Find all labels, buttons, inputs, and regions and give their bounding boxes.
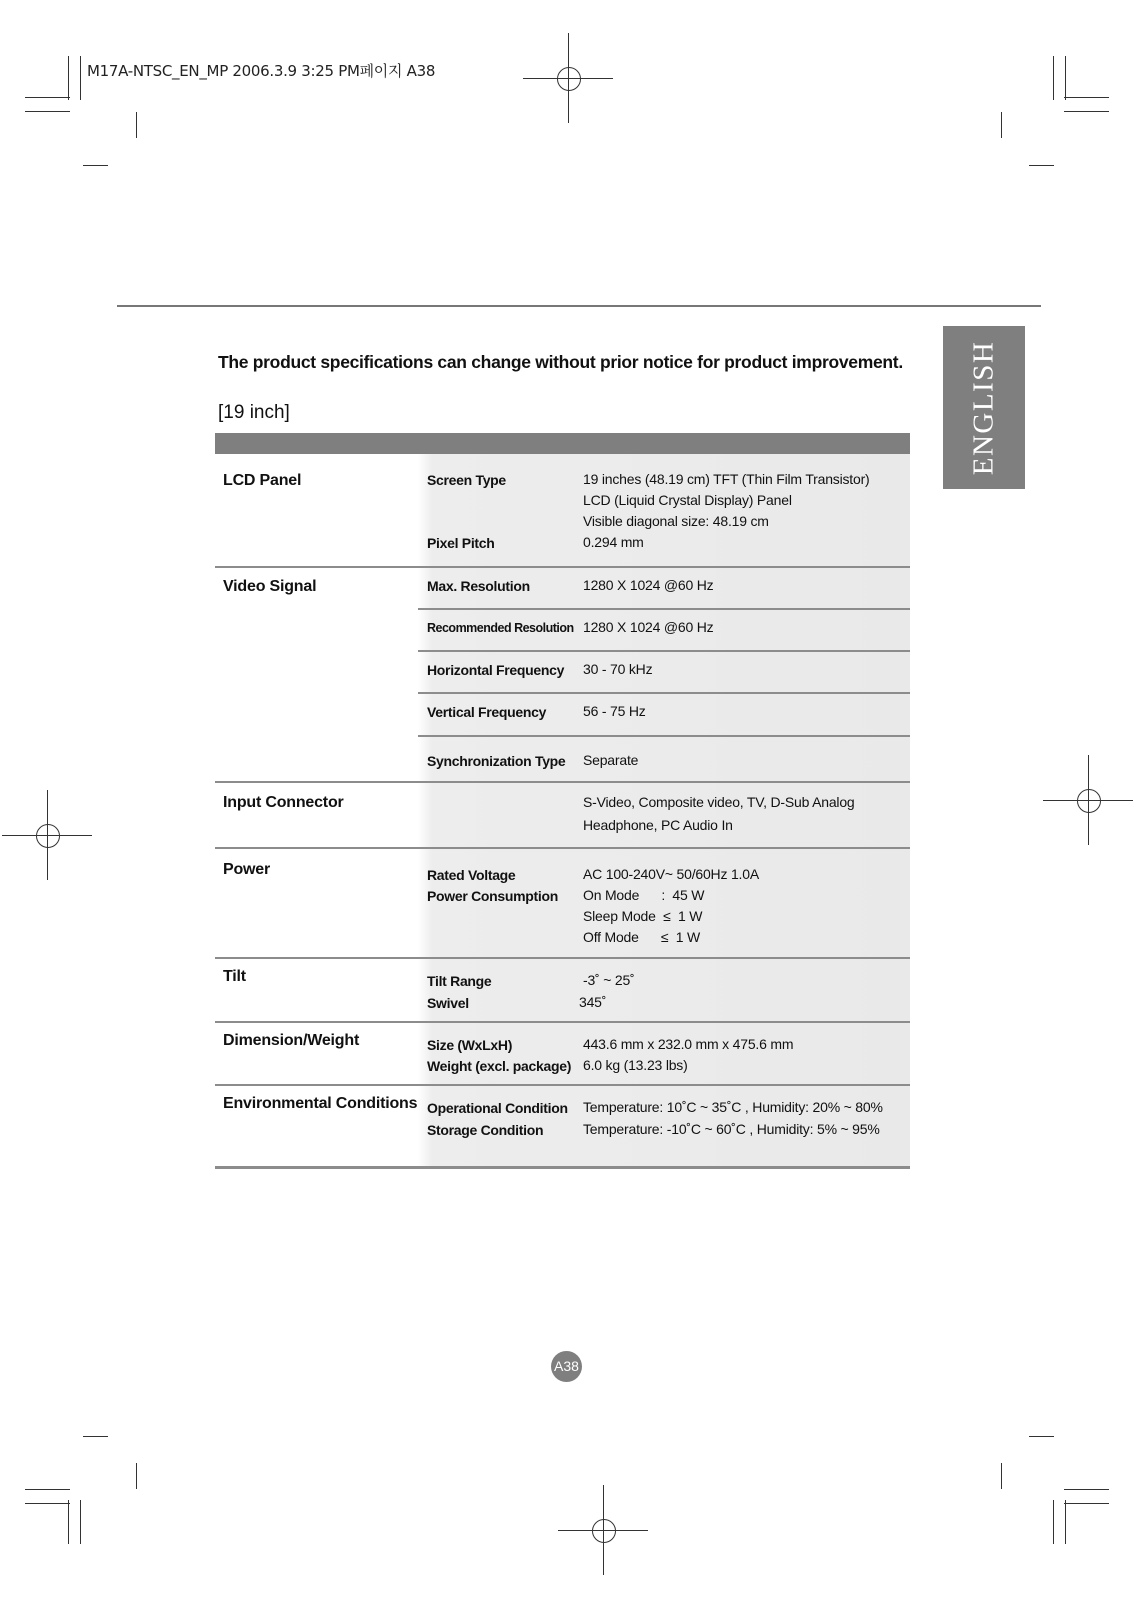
label-storage-condition: Storage Condition	[427, 1122, 544, 1138]
row-divider	[215, 1021, 910, 1023]
value-screen-type-1: 19 inches (48.19 cm) TFT (Thin Film Transistor)	[583, 471, 870, 487]
row-divider	[215, 847, 910, 849]
label-weight: Weight (excl. package)	[427, 1058, 572, 1074]
registration-mark-bottom	[558, 1485, 648, 1575]
value-input-connector-1: S-Video, Composite video, TV, D-Sub Analog	[583, 794, 855, 810]
category-environmental-conditions: Environmental Conditions	[223, 1095, 418, 1112]
value-synchronization-type: Separate	[583, 752, 639, 768]
value-on-mode: On Mode : 45 W	[583, 887, 705, 903]
value-screen-type-2: LCD (Liquid Crystal Display) Panel	[583, 492, 792, 508]
row-divider	[215, 566, 910, 568]
value-recommended-resolution: 1280 X 1024 @60 Hz	[583, 619, 714, 635]
label-recommended-resolution: Recommended Resolution	[427, 621, 574, 635]
value-horizontal-frequency: 30 - 70 kHz	[583, 661, 653, 677]
value-storage-condition: Temperature: -10˚C ~ 60˚C , Humidity: 5% ~ 95%	[583, 1121, 880, 1137]
registration-mark-left	[2, 790, 92, 880]
value-size: 443.6 mm x 232.0 mm x 475.6 mm	[583, 1036, 794, 1052]
value-input-connector-2: Headphone, PC Audio In	[583, 817, 733, 833]
value-swivel: 345˚	[579, 994, 607, 1010]
value-sleep-mode: Sleep Mode ≤ 1 W	[583, 908, 703, 924]
value-vertical-frequency: 56 - 75 Hz	[583, 703, 646, 719]
table-bottom-rule	[215, 1166, 910, 1169]
row-divider	[418, 692, 910, 694]
row-divider	[418, 650, 910, 652]
label-power-consumption: Power Consumption	[427, 888, 559, 904]
registration-mark-top	[523, 33, 613, 123]
row-divider	[215, 1084, 910, 1086]
category-lcd-panel: LCD Panel	[223, 472, 302, 489]
category-tilt: Tilt	[223, 968, 246, 985]
top-rule	[117, 305, 1041, 307]
label-screen-type: Screen Type	[427, 472, 506, 488]
row-divider	[215, 957, 910, 959]
language-tab	[943, 326, 1025, 489]
row-divider	[418, 608, 910, 610]
value-off-mode: Off Mode ≤ 1 W	[583, 929, 701, 945]
label-operational-condition: Operational Condition	[427, 1100, 568, 1116]
model-size-heading: [19 inch]	[218, 402, 290, 423]
label-vertical-frequency: Vertical Frequency	[427, 704, 547, 720]
page-number-badge: A38	[551, 1351, 582, 1382]
value-rated-voltage: AC 100-240V~ 50/60Hz 1.0A	[583, 866, 759, 882]
label-swivel: Swivel	[427, 995, 469, 1011]
value-max-resolution: 1280 X 1024 @60 Hz	[583, 577, 714, 593]
print-slug: M17A-NTSC_EN_MP 2006.3.9 3:25 PM페이지 A38	[87, 62, 436, 80]
value-weight: 6.0 kg (13.23 lbs)	[583, 1057, 688, 1073]
category-video-signal: Video Signal	[223, 578, 317, 595]
spec-notice: The product specifications can change without prior notice for product improvement.	[218, 352, 903, 372]
label-synchronization-type: Synchronization Type	[427, 753, 566, 769]
value-operational-condition: Temperature: 10˚C ~ 35˚C , Humidity: 20% ~ 80%	[583, 1099, 883, 1115]
label-pixel-pitch: Pixel Pitch	[427, 535, 495, 551]
label-tilt-range: Tilt Range	[427, 973, 492, 989]
category-dimension-weight: Dimension/Weight	[223, 1032, 360, 1049]
table-header-bar	[215, 433, 910, 454]
language-tab-label: ENGLISH	[967, 340, 1000, 476]
label-horizontal-frequency: Horizontal Frequency	[427, 662, 565, 678]
registration-mark-right	[1043, 755, 1133, 845]
spec-table	[215, 433, 910, 1169]
category-power: Power	[223, 861, 271, 878]
value-pixel-pitch: 0.294 mm	[583, 534, 644, 550]
label-rated-voltage: Rated Voltage	[427, 867, 516, 883]
value-screen-type-3: Visible diagonal size: 48.19 cm	[583, 513, 769, 529]
row-divider	[418, 735, 910, 737]
label-max-resolution: Max. Resolution	[427, 578, 530, 594]
label-size: Size (WxLxH)	[427, 1037, 513, 1053]
category-input-connector: Input Connector	[223, 794, 344, 811]
value-tilt-range: -3˚ ~ 25˚	[583, 972, 635, 988]
row-divider	[215, 781, 910, 783]
